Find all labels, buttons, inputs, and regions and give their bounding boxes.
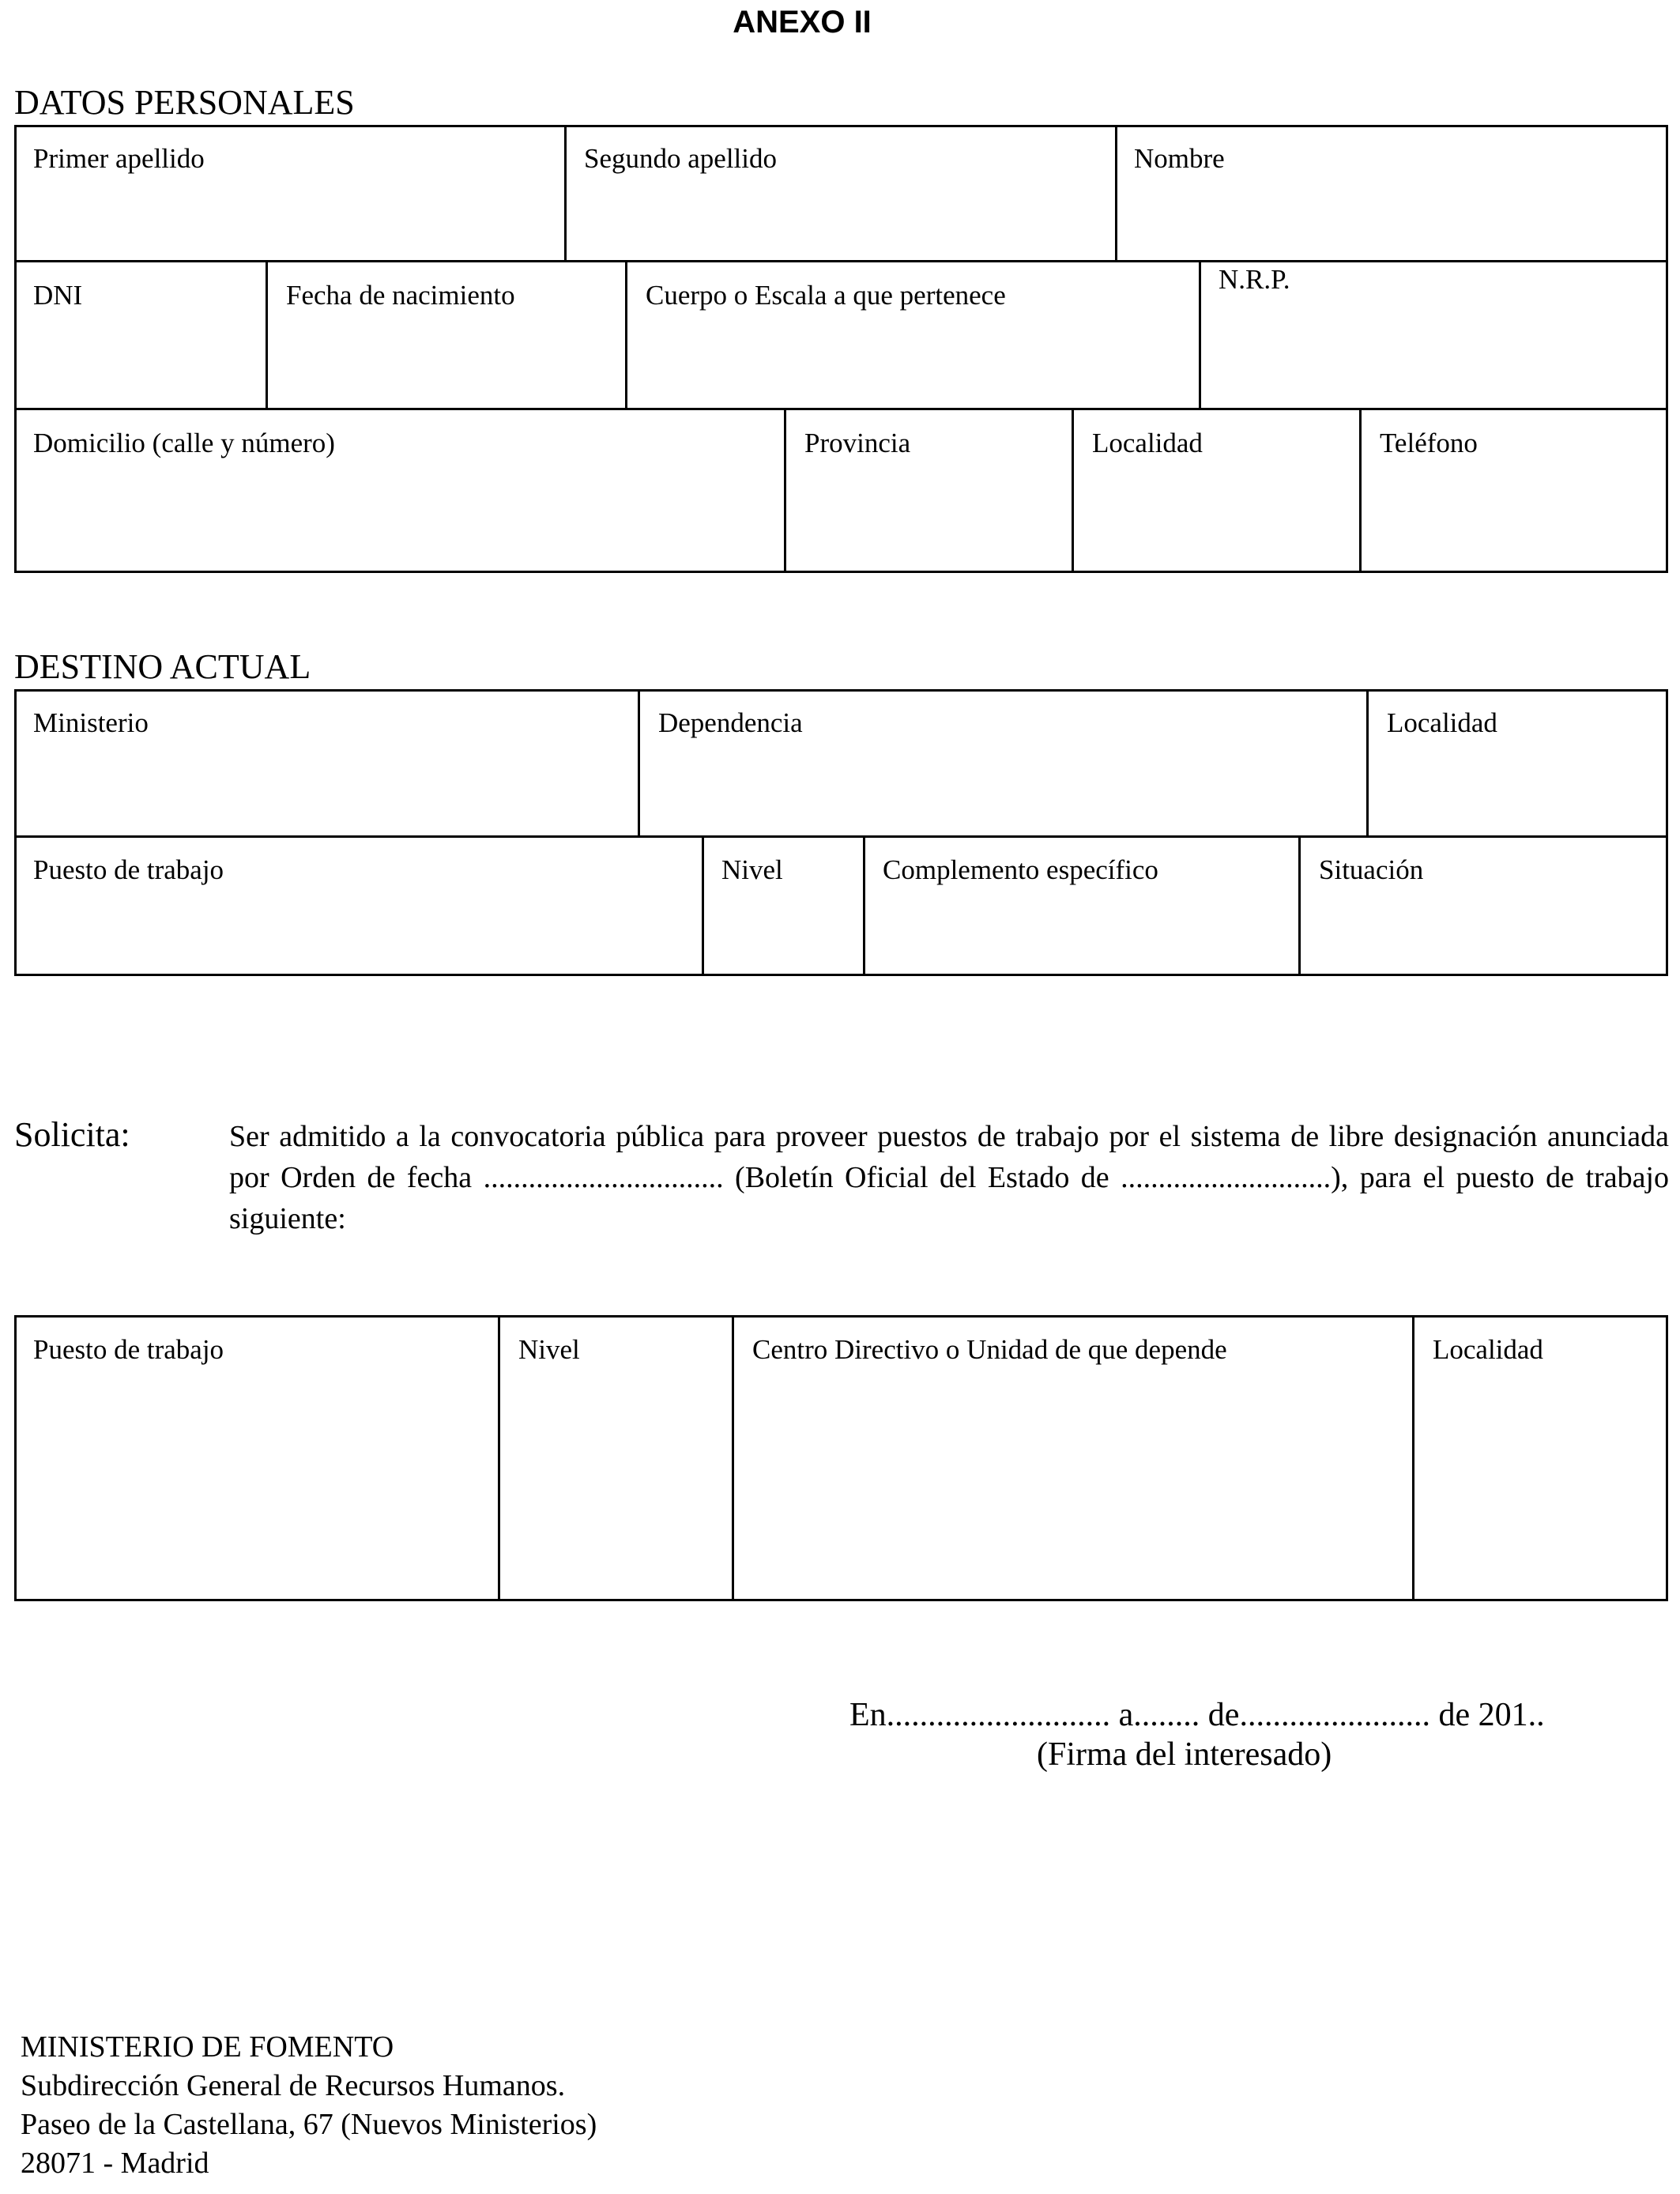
table-border <box>14 974 1668 976</box>
table-border <box>1666 125 1668 573</box>
field-label-ministerio: Ministerio <box>33 707 149 738</box>
cell-divider <box>266 260 268 408</box>
cell-divider <box>638 689 640 835</box>
field-label-dependencia: Dependencia <box>658 707 803 738</box>
table-border <box>14 689 17 976</box>
field-label-fecha-nacimiento: Fecha de nacimiento <box>286 280 515 311</box>
cell-divider <box>1359 408 1362 571</box>
column-header-centro-directivo: Centro Directivo o Unidad de que depende <box>752 1334 1227 1365</box>
cell-divider <box>732 1315 734 1599</box>
signature-caption: (Firma del interesado) <box>1037 1736 1332 1773</box>
field-label-nivel: Nivel <box>721 854 783 885</box>
solicita-label: Solicita: <box>14 1115 130 1154</box>
cell-divider <box>625 260 627 408</box>
table-border <box>14 1315 17 1601</box>
section-heading-destino-actual: DESTINO ACTUAL <box>14 647 311 686</box>
table-border <box>1666 689 1668 976</box>
field-label-segundo-apellido: Segundo apellido <box>584 143 777 174</box>
table-border <box>14 125 1668 127</box>
field-label-telefono: Teléfono <box>1380 428 1478 458</box>
section-heading-datos-personales: DATOS PERSONALES <box>14 83 355 122</box>
document-title: ANEXO II <box>733 5 872 40</box>
field-label-nrp: N.R.P. <box>1219 264 1290 295</box>
field-label-puesto-trabajo: Puesto de trabajo <box>33 854 224 885</box>
table-border <box>14 835 1668 838</box>
solicita-text: Ser admitido a la convocatoria pública para proveer puestos de trabajo por el sistema de libre designación anunciada por Orden de fecha ................................ (Boletín Oficial del Estado de ............................), para el puesto de trabajo siguiente: <box>229 1120 1669 1235</box>
field-label-provincia: Provincia <box>804 428 911 458</box>
field-label-cuerpo-escala: Cuerpo o Escala a que pertenece <box>646 280 1006 311</box>
column-header-nivel: Nivel <box>518 1334 580 1365</box>
field-label-complemento-especifico: Complemento específico <box>883 854 1158 885</box>
cell-divider <box>1115 125 1117 260</box>
cell-divider <box>564 125 567 260</box>
field-label-localidad: Localidad <box>1092 428 1203 458</box>
field-label-dni: DNI <box>33 280 83 311</box>
signature-date-line: En........................... a........ de....................... de 201.. <box>849 1697 1545 1733</box>
table-border <box>14 260 1668 262</box>
address-block <box>21 2028 597 2183</box>
cell-divider <box>498 1315 500 1599</box>
address-line: 28071 - Madrid <box>21 2147 209 2180</box>
table-border <box>14 571 1668 573</box>
cell-divider <box>1072 408 1074 571</box>
column-header-localidad: Localidad <box>1433 1334 1543 1365</box>
field-label-localidad: Localidad <box>1387 707 1497 738</box>
cell-divider <box>1366 689 1369 835</box>
cell-divider <box>784 408 786 571</box>
cell-divider <box>1298 835 1301 974</box>
field-label-nombre: Nombre <box>1134 143 1225 174</box>
table-border <box>14 125 17 573</box>
table-border <box>1666 1315 1668 1601</box>
cell-divider <box>1199 260 1201 408</box>
table-border <box>14 1599 1668 1601</box>
address-line: Subdirección General de Recursos Humanos. <box>21 2069 566 2102</box>
cell-divider <box>702 835 704 976</box>
column-header-puesto-trabajo: Puesto de trabajo <box>33 1334 224 1365</box>
address-line: Paseo de la Castellana, 67 (Nuevos Ministerios) <box>21 2108 597 2141</box>
cell-divider <box>1412 1315 1414 1599</box>
table-border <box>14 1315 1668 1318</box>
field-label-situacion: Situación <box>1319 854 1424 885</box>
field-label-domicilio: Domicilio (calle y número) <box>33 428 335 458</box>
table-border <box>14 408 1668 410</box>
address-line: MINISTERIO DE FOMENTO <box>21 2030 394 2064</box>
field-label-primer-apellido: Primer apellido <box>33 143 205 174</box>
table-border <box>14 689 1668 692</box>
cell-divider <box>863 835 865 974</box>
